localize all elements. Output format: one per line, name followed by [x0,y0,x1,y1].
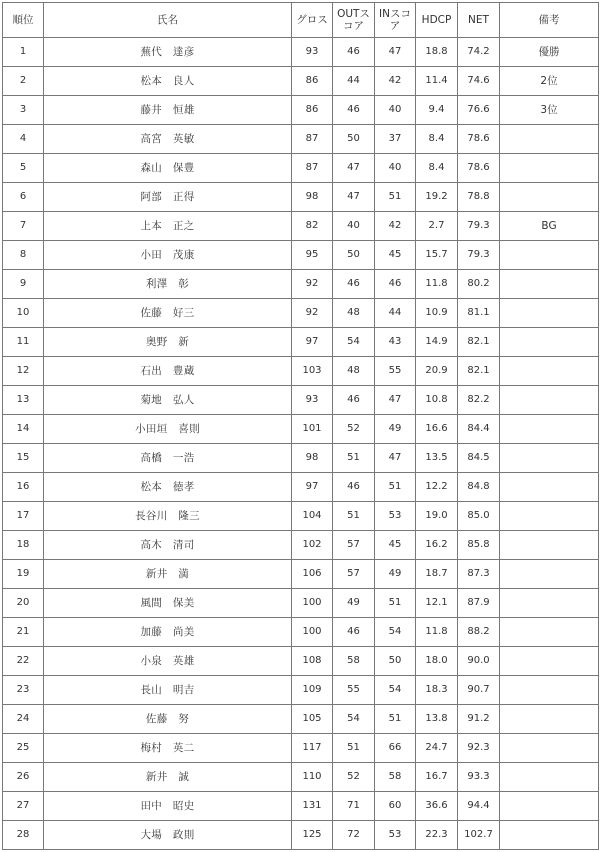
cell-note [500,125,599,154]
cell-hdcp: 10.8 [416,386,458,415]
table-row [3,618,599,647]
cell-gross: 109 [292,676,333,705]
cell-hdcp: 9.4 [416,96,458,125]
cell-name: 蕪代 達彦 [44,38,292,67]
cell-hdcp: 2.7 [416,212,458,241]
cell-note [500,154,599,183]
cell-net: 78.6 [458,125,500,154]
cell-name: 松本 良人 [44,67,292,96]
cell-out-score: 46 [333,96,375,125]
table-row [3,502,599,531]
cell-net: 85.8 [458,531,500,560]
cell-name: 高宮 英敏 [44,125,292,154]
cell-net: 90.7 [458,676,500,705]
cell-rank: 26 [3,763,44,792]
cell-note [500,473,599,502]
cell-out-score: 52 [333,763,375,792]
cell-out-score: 55 [333,676,375,705]
cell-hdcp: 16.2 [416,531,458,560]
cell-rank: 9 [3,270,44,299]
cell-gross: 98 [292,183,333,212]
cell-name: 奥野 新 [44,328,292,357]
cell-in-score: 43 [375,328,416,357]
cell-hdcp: 8.4 [416,125,458,154]
cell-note [500,299,599,328]
cell-out-score: 51 [333,444,375,473]
cell-name: 小泉 英雄 [44,647,292,676]
header-gross: グロス [292,3,333,38]
cell-hdcp: 8.4 [416,154,458,183]
cell-rank: 8 [3,241,44,270]
cell-rank: 19 [3,560,44,589]
cell-hdcp: 24.7 [416,734,458,763]
cell-net: 92.3 [458,734,500,763]
cell-note [500,415,599,444]
cell-net: 94.4 [458,792,500,821]
cell-out-score: 46 [333,618,375,647]
cell-net: 76.6 [458,96,500,125]
cell-rank: 14 [3,415,44,444]
table-row [3,96,599,125]
cell-name: 阿部 正得 [44,183,292,212]
cell-gross: 100 [292,618,333,647]
cell-gross: 95 [292,241,333,270]
cell-name: 菊地 弘人 [44,386,292,415]
cell-net: 79.3 [458,241,500,270]
cell-gross: 98 [292,444,333,473]
cell-net: 82.1 [458,328,500,357]
cell-out-score: 54 [333,705,375,734]
cell-gross: 101 [292,415,333,444]
cell-net: 81.1 [458,299,500,328]
cell-name: 佐藤 努 [44,705,292,734]
table-row [3,560,599,589]
cell-gross: 102 [292,531,333,560]
cell-rank: 5 [3,154,44,183]
cell-gross: 117 [292,734,333,763]
cell-out-score: 40 [333,212,375,241]
cell-note [500,560,599,589]
cell-in-score: 51 [375,705,416,734]
cell-rank: 13 [3,386,44,415]
cell-rank: 11 [3,328,44,357]
cell-rank: 22 [3,647,44,676]
cell-rank: 1 [3,38,44,67]
table-row [3,183,599,212]
cell-name: 長山 明吉 [44,676,292,705]
cell-in-score: 50 [375,647,416,676]
cell-net: 74.6 [458,67,500,96]
table-row [3,241,599,270]
cell-in-score: 47 [375,386,416,415]
cell-name: 加藤 尚美 [44,618,292,647]
cell-net: 82.2 [458,386,500,415]
results-table [2,2,599,850]
cell-out-score: 57 [333,560,375,589]
cell-name: 佐藤 好三 [44,299,292,328]
cell-note [500,821,599,850]
cell-note [500,183,599,212]
cell-out-score: 48 [333,357,375,386]
table-row [3,212,599,241]
table-row [3,38,599,67]
table-row [3,473,599,502]
cell-hdcp: 18.8 [416,38,458,67]
table-row [3,415,599,444]
cell-net: 82.1 [458,357,500,386]
cell-rank: 17 [3,502,44,531]
cell-in-score: 53 [375,821,416,850]
cell-gross: 97 [292,473,333,502]
cell-note [500,734,599,763]
cell-hdcp: 11.8 [416,618,458,647]
cell-gross: 97 [292,328,333,357]
header-note: 備考 [500,3,599,38]
cell-hdcp: 18.0 [416,647,458,676]
cell-gross: 92 [292,270,333,299]
cell-gross: 104 [292,502,333,531]
cell-gross: 100 [292,589,333,618]
cell-hdcp: 13.8 [416,705,458,734]
cell-hdcp: 13.5 [416,444,458,473]
cell-rank: 10 [3,299,44,328]
cell-out-score: 51 [333,734,375,763]
cell-name: 新井 満 [44,560,292,589]
cell-in-score: 58 [375,763,416,792]
table-row [3,386,599,415]
cell-note [500,618,599,647]
cell-rank: 16 [3,473,44,502]
cell-net: 90.0 [458,647,500,676]
table-row [3,357,599,386]
cell-name: 新井 誠 [44,763,292,792]
table-row [3,444,599,473]
cell-note [500,357,599,386]
cell-name: 高木 清司 [44,531,292,560]
cell-rank: 25 [3,734,44,763]
cell-net: 85.0 [458,502,500,531]
cell-gross: 93 [292,386,333,415]
cell-net: 78.6 [458,154,500,183]
cell-in-score: 53 [375,502,416,531]
cell-in-score: 55 [375,357,416,386]
cell-out-score: 46 [333,38,375,67]
cell-rank: 23 [3,676,44,705]
table-row [3,647,599,676]
cell-out-score: 47 [333,154,375,183]
cell-hdcp: 11.8 [416,270,458,299]
cell-net: 78.8 [458,183,500,212]
cell-in-score: 44 [375,299,416,328]
cell-hdcp: 11.4 [416,67,458,96]
cell-note [500,763,599,792]
cell-in-score: 47 [375,444,416,473]
table-row [3,67,599,96]
cell-gross: 86 [292,96,333,125]
cell-note [500,531,599,560]
cell-rank: 20 [3,589,44,618]
cell-hdcp: 10.9 [416,299,458,328]
cell-name: 田中 昭史 [44,792,292,821]
cell-rank: 4 [3,125,44,154]
cell-in-score: 40 [375,154,416,183]
cell-note [500,647,599,676]
cell-hdcp: 12.1 [416,589,458,618]
cell-in-score: 46 [375,270,416,299]
cell-in-score: 45 [375,531,416,560]
cell-name: 松本 徳孝 [44,473,292,502]
header-rank: 順位 [3,3,44,38]
cell-name: 藤井 恒雄 [44,96,292,125]
cell-note: 優勝 [500,38,599,67]
cell-name: 風間 保美 [44,589,292,618]
cell-hdcp: 14.9 [416,328,458,357]
cell-hdcp: 18.7 [416,560,458,589]
cell-rank: 12 [3,357,44,386]
cell-rank: 15 [3,444,44,473]
results-body [3,38,599,850]
cell-out-score: 52 [333,415,375,444]
cell-name: 梅村 英二 [44,734,292,763]
cell-out-score: 46 [333,473,375,502]
table-row [3,299,599,328]
cell-note: BG [500,212,599,241]
cell-net: 87.9 [458,589,500,618]
cell-in-score: 42 [375,212,416,241]
cell-note [500,589,599,618]
cell-name: 小田垣 喜則 [44,415,292,444]
cell-gross: 106 [292,560,333,589]
cell-rank: 3 [3,96,44,125]
cell-gross: 92 [292,299,333,328]
cell-note [500,792,599,821]
cell-name: 高橋 一浩 [44,444,292,473]
cell-out-score: 50 [333,125,375,154]
cell-out-score: 57 [333,531,375,560]
cell-out-score: 71 [333,792,375,821]
cell-gross: 131 [292,792,333,821]
cell-rank: 28 [3,821,44,850]
cell-in-score: 60 [375,792,416,821]
cell-rank: 27 [3,792,44,821]
cell-note [500,241,599,270]
cell-out-score: 54 [333,328,375,357]
table-row [3,531,599,560]
cell-in-score: 37 [375,125,416,154]
table-row [3,125,599,154]
cell-out-score: 58 [333,647,375,676]
cell-out-score: 47 [333,183,375,212]
cell-note [500,270,599,299]
cell-name: 大場 政則 [44,821,292,850]
cell-out-score: 72 [333,821,375,850]
cell-note [500,676,599,705]
cell-in-score: 40 [375,96,416,125]
header-in-score: INスコア [375,3,416,38]
cell-name: 森山 保豊 [44,154,292,183]
cell-out-score: 49 [333,589,375,618]
table-row [3,734,599,763]
cell-out-score: 46 [333,386,375,415]
cell-gross: 86 [292,67,333,96]
cell-out-score: 50 [333,241,375,270]
cell-net: 84.5 [458,444,500,473]
cell-net: 102.7 [458,821,500,850]
cell-note [500,386,599,415]
cell-net: 74.2 [458,38,500,67]
cell-in-score: 42 [375,67,416,96]
cell-hdcp: 20.9 [416,357,458,386]
table-row [3,705,599,734]
cell-gross: 82 [292,212,333,241]
cell-net: 79.3 [458,212,500,241]
cell-note [500,705,599,734]
cell-rank: 2 [3,67,44,96]
cell-hdcp: 36.6 [416,792,458,821]
cell-hdcp: 19.0 [416,502,458,531]
cell-net: 93.3 [458,763,500,792]
cell-hdcp: 19.2 [416,183,458,212]
cell-in-score: 47 [375,38,416,67]
cell-in-score: 51 [375,589,416,618]
cell-name: 小田 茂康 [44,241,292,270]
cell-hdcp: 15.7 [416,241,458,270]
cell-hdcp: 16.6 [416,415,458,444]
cell-in-score: 45 [375,241,416,270]
cell-name: 長谷川 隆三 [44,502,292,531]
cell-net: 87.3 [458,560,500,589]
cell-hdcp: 12.2 [416,473,458,502]
cell-note [500,444,599,473]
cell-rank: 24 [3,705,44,734]
cell-in-score: 54 [375,676,416,705]
cell-net: 84.8 [458,473,500,502]
table-row [3,328,599,357]
table-row [3,792,599,821]
cell-gross: 87 [292,125,333,154]
cell-gross: 125 [292,821,333,850]
cell-hdcp: 22.3 [416,821,458,850]
header-out-score: OUTスコア [333,3,375,38]
cell-hdcp: 16.7 [416,763,458,792]
cell-name: 石出 豊蔵 [44,357,292,386]
table-row [3,154,599,183]
cell-gross: 105 [292,705,333,734]
header-row [3,3,599,38]
cell-in-score: 51 [375,473,416,502]
cell-out-score: 48 [333,299,375,328]
table-row [3,589,599,618]
cell-rank: 6 [3,183,44,212]
cell-name: 上本 正之 [44,212,292,241]
table-row [3,270,599,299]
cell-note: 3位 [500,96,599,125]
cell-out-score: 51 [333,502,375,531]
cell-net: 88.2 [458,618,500,647]
table-row [3,676,599,705]
cell-gross: 108 [292,647,333,676]
header-name: 氏名 [44,3,292,38]
cell-in-score: 49 [375,415,416,444]
cell-net: 91.2 [458,705,500,734]
cell-net: 84.4 [458,415,500,444]
cell-in-score: 49 [375,560,416,589]
cell-out-score: 46 [333,270,375,299]
cell-gross: 93 [292,38,333,67]
cell-gross: 103 [292,357,333,386]
cell-rank: 7 [3,212,44,241]
cell-note [500,502,599,531]
cell-rank: 18 [3,531,44,560]
cell-in-score: 66 [375,734,416,763]
cell-in-score: 54 [375,618,416,647]
cell-rank: 21 [3,618,44,647]
cell-name: 利澤 彰 [44,270,292,299]
cell-net: 80.2 [458,270,500,299]
cell-note [500,328,599,357]
header-net: NET [458,3,500,38]
cell-hdcp: 18.3 [416,676,458,705]
cell-gross: 110 [292,763,333,792]
cell-gross: 87 [292,154,333,183]
cell-in-score: 51 [375,183,416,212]
cell-note: 2位 [500,67,599,96]
cell-out-score: 44 [333,67,375,96]
table-row [3,763,599,792]
header-hdcp: HDCP [416,3,458,38]
table-row [3,821,599,850]
